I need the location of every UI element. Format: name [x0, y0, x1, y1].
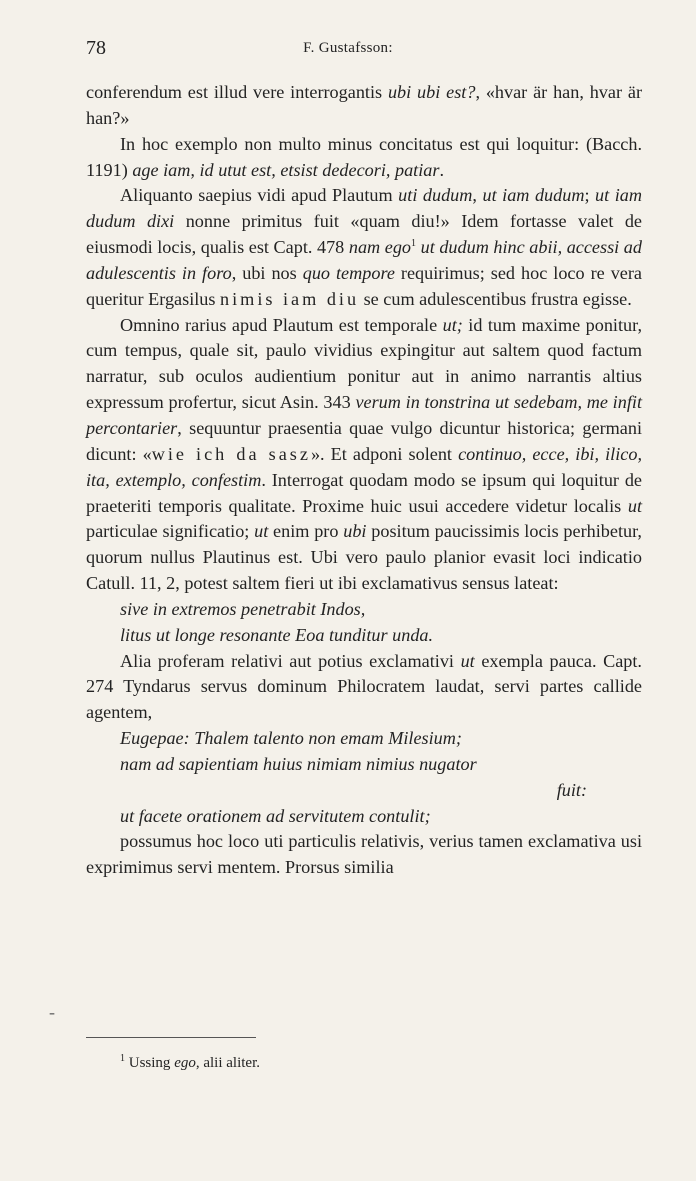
italic-phrase: continuo, ecce, ibi, ilico, ita, extemplo, confestim: [86, 443, 642, 490]
text-span: requirimus; sed hoc loco re vera queritur Ergasilus: [86, 262, 642, 309]
text-span: , ubi nos: [231, 262, 303, 283]
text-span: ;: [584, 185, 596, 206]
text-span: Omnino rarius apud Plautum est temporale: [120, 314, 443, 335]
italic-phrase: ut iam dudum dixi: [86, 185, 642, 232]
text-span: Ussing: [125, 1055, 175, 1071]
text-span: Aliquanto saepius vidi apud Plautum: [120, 185, 399, 206]
italic-phrase: ut: [254, 521, 269, 542]
verse-line-1: sive in extremos penetrabit Indos,: [120, 598, 366, 619]
text-span: exempla pauca. Capt. 274 Tyndarus servus dominum Philocratem laudat, servi partes callide agentem,: [86, 650, 642, 723]
italic-phrase: ut;: [442, 314, 463, 335]
italic-phrase: verum in tonstrina ut sedebam, me infit percontarier: [86, 392, 642, 438]
paragraph-2: [86, 132, 642, 184]
text-span: positum paucissimis locis perhibetur, quorum nullus Plautinus est. Ubi vero paulo planior evasit loci indicatio Catull. 11, 2, potest saltem fieri ut ibi exclamativus sensus lateat:: [86, 521, 642, 594]
spaced-phrase: nimis iam diu: [220, 288, 360, 309]
text-span: , «hvar är han, hvar är han?»: [86, 82, 643, 128]
text-span: particulae significatio;: [86, 521, 255, 542]
paragraph-6: possumus hoc loco uti particulis relativis, verius tamen exclamativa usi exprimimus servi mentem. Prorsus similia: [86, 831, 642, 878]
verse-line-4: nam ad sapientiam huius nimiam nimius nugator: [120, 753, 477, 774]
text-span: , sequuntur praesentia quae vulgo dicuntur historica; germani dicunt: «: [86, 417, 642, 464]
spaced-phrase: wie ich da sasz: [151, 443, 311, 464]
paragraph-5: [86, 649, 642, 727]
footnote-number: 1: [120, 1053, 125, 1064]
italic-phrase: age iam, id utut est, etsist dedecori, patiar: [132, 159, 440, 180]
italic-phrase: nam ego: [348, 237, 412, 258]
text-span: In hoc exemplo non multo minus concitatus est qui loquitur: (Bacch. 1191): [86, 133, 642, 180]
text-span: .: [439, 159, 444, 180]
text-span: conferendum est illud vere interrogantis: [86, 82, 388, 102]
italic-phrase: uti dudum: [398, 185, 473, 206]
italic-phrase: quo tempore: [302, 262, 395, 283]
text-span: se cum adulescentibus frustra egisse.: [359, 288, 632, 309]
text-span: ». Et adponi solent: [310, 443, 459, 464]
footnote-divider: [86, 1037, 256, 1038]
footnote-marker: 1: [411, 238, 417, 249]
text-span: id tum maxime ponitur, cum tempus, quale sit, paulo vividius expingitur aut saltem quod factum narratur, sub oculos audientium ponitur aut in animo narrantis altius expressum profertur, sicut Asin. 343: [86, 314, 642, 413]
page-number: 78: [86, 37, 106, 59]
italic-phrase: ubi ubi est?: [387, 82, 476, 102]
text-span: Alia proferam relativi aut potius exclamativi: [120, 650, 461, 671]
margin-mark: -: [49, 1002, 55, 1022]
italic-phrase: ut: [460, 650, 475, 671]
italic-phrase: ego: [174, 1055, 196, 1071]
paragraph-1: [86, 80, 642, 132]
footnote: [120, 1053, 260, 1073]
verse-line-5: ut facete orationem ad servitutem contulit;: [120, 805, 431, 826]
text-span: nonne primitus fuit «quam diu!» Idem fortasse valet de eiusmodi locis, qualis est Capt. 478: [86, 211, 642, 258]
verse-line-2: litus ut longe resonante Eoa tunditur unda.: [120, 624, 434, 645]
main-text: [86, 80, 642, 881]
verse-line-3: Eugepae: Thalem talento non emam Milesium;: [120, 728, 462, 749]
italic-phrase: ubi: [343, 521, 367, 542]
paragraph-4: [86, 313, 642, 597]
italic-phrase: ut iam dudum: [482, 185, 585, 206]
text-span: . Interrogat quodam modo se ipsum qui loquitur de praeteriti temporis qualitate. Proxime huic usui accedere videtur localis: [86, 469, 642, 516]
italic-phrase: ut: [627, 495, 642, 516]
text-span: ,: [472, 185, 483, 206]
text-span: enim pro: [268, 521, 344, 542]
running-head: F. Gustafsson:: [303, 40, 393, 56]
text-span: , alii aliter.: [195, 1055, 261, 1071]
verse-line-4-continuation: fuit:: [556, 779, 587, 800]
italic-phrase: ut dudum hinc abii, accessi ad adulescentis in foro: [86, 237, 642, 283]
paragraph-3: [86, 183, 642, 312]
